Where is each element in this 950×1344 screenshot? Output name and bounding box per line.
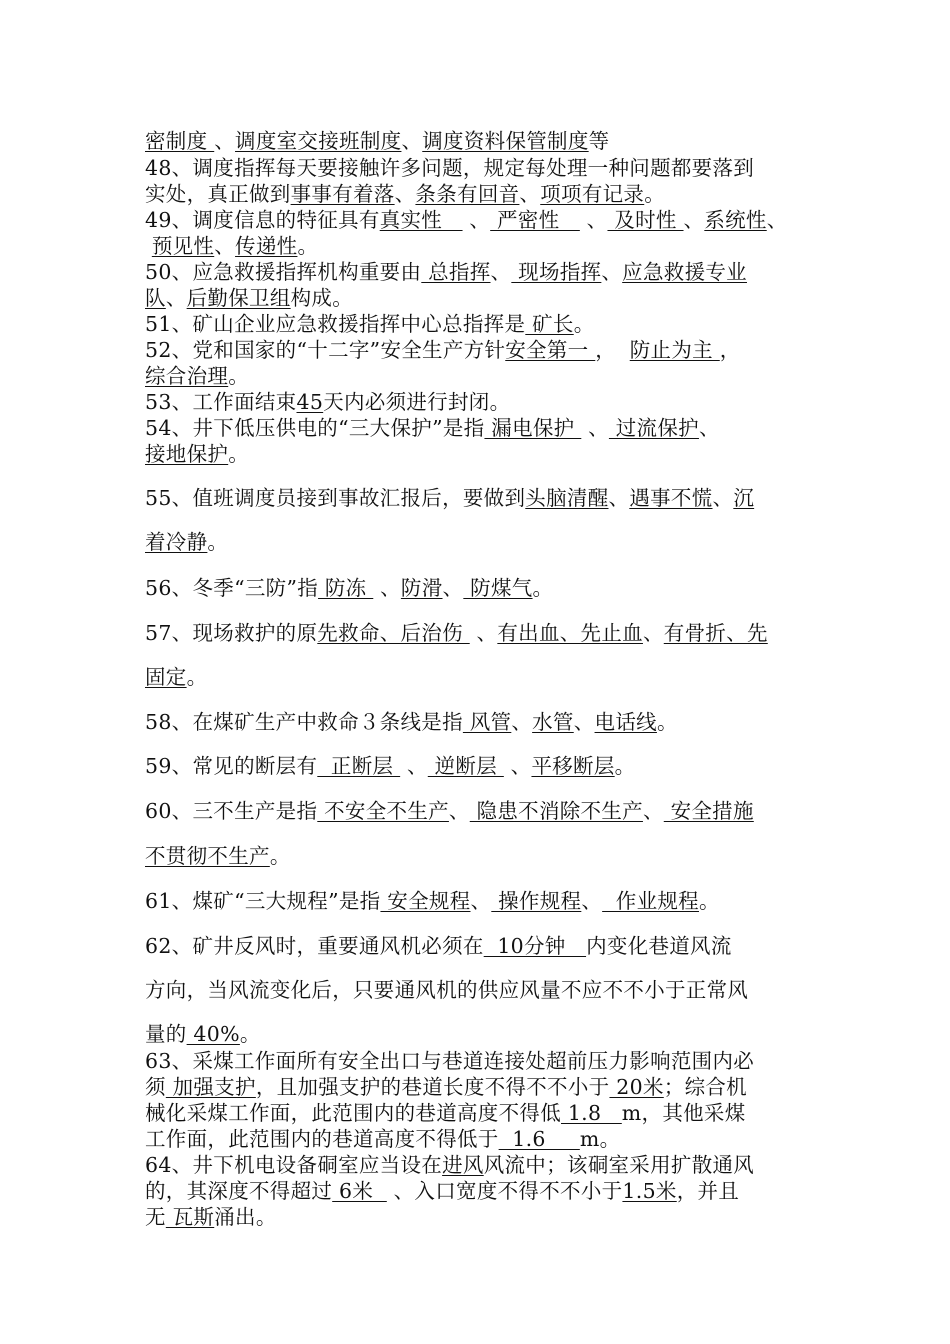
answer-blank: 1.6 [498,1127,580,1151]
answer-blank: 及时性 [607,208,684,232]
text-segment: 。 [228,442,250,466]
text-segment: 、 [214,129,236,153]
text-segment: 、 [683,208,705,232]
answer-blank: 防滑 [400,576,443,600]
answer-blank: 应急救援专业 [622,260,747,284]
answer-blank: 进风 [442,1153,484,1177]
answer-blank: 项项有记录 [540,182,645,206]
text-line [145,660,207,690]
text-segment: 、 [400,754,428,778]
answer-blank: 着冷静 [145,530,208,554]
text-segment: 64、井下机电设备硐室应当设在 [145,1153,443,1177]
answer-blank: 不安全不生产 [317,799,449,823]
text-segment: 、 [503,754,532,778]
text-segment: 。 [644,182,666,206]
answer-blank: 水管 [532,710,574,734]
text-segment: ；综合机 [663,1075,747,1099]
answer-blank: 防冻 [318,576,374,600]
text-segment: 、 [511,710,533,734]
answer-blank: 真实性 [379,208,463,232]
answer-blank: 头脑清醒 [525,486,609,510]
text-segment: ，并且 [676,1179,740,1203]
text-segment: 、 [642,799,664,823]
text-segment: 。 [573,312,595,336]
text-segment: 、 [698,416,720,440]
text-segment: 、 [373,576,401,600]
text-segment: 。 [698,889,720,913]
answer-blank: 综合治理 [145,364,229,388]
text-segment: 、 [579,208,608,232]
answer-blank: 事事有着落 [290,182,395,206]
text-segment: 方向，当风流变化后，只要通风机的供应风量不应不不小于正常风 [145,978,749,1002]
answer-blank: 不贯彻不生产 [145,844,270,868]
answer-blank: 队 [145,286,166,310]
text-line [145,839,291,869]
text-segment: m。 [579,1127,621,1151]
text-segment: 、 [581,889,603,913]
answer-blank: 防煤气 [463,576,533,600]
text-segment: 。 [614,754,636,778]
text-segment: 。 [207,530,229,554]
text-segment: 、 [601,260,623,284]
text-segment: 、 [442,576,464,600]
answer-blank: 逆断层 [427,754,504,778]
text-line [145,705,678,735]
text-segment: 、 [394,182,416,206]
answer-blank: 作业规程 [602,889,699,913]
text-segment: 。 [239,1022,261,1046]
text-segment: 50、应急救援指挥机构重要由 [145,260,422,284]
answer-blank: 漏电保护 [484,416,582,440]
answer-blank: 现场指挥 [511,260,602,284]
answer-blank: 系统性 [704,208,767,232]
text-segment: 、 [573,710,595,734]
text-segment: 、 [581,416,609,440]
answer-blank: 预见性 [151,234,215,258]
text-line [145,1200,277,1230]
text-segment: 、 [470,889,492,913]
text-segment: 、 [608,486,630,510]
text-line [145,481,754,511]
text-segment: 、 [401,129,423,153]
text-segment: 。 [186,665,208,689]
text-segment: 械化采煤工作面，此范围内的巷道高度不得低 [145,1101,561,1125]
answer-blank: 调度室交接班制度 [235,129,402,153]
text-line [145,616,768,646]
answer-blank: 1.8 [561,1101,622,1125]
text-segment: 风流中；该硐室采用扩散通风 [483,1153,755,1177]
text-line [145,973,748,1003]
answer-blank: 6米 [332,1179,387,1203]
text-line [145,794,754,824]
answer-blank: 加强支护 [165,1075,256,1099]
answer-blank: 瓦斯 [165,1205,215,1229]
text-segment: 、 [165,286,187,310]
answer-blank: 严密性 [490,208,580,232]
answer-blank: 隐患不消除不生产 [469,799,643,823]
answer-blank: 正断层 [317,754,401,778]
text-segment: 内变化巷道风流 [586,934,732,958]
answer-blank: 有骨折、先 [663,621,768,645]
text-segment: 天内必须进行封闭。 [323,390,511,414]
text-segment: 、 [214,234,236,258]
text-segment: 涌出。 [214,1205,277,1229]
text-segment: 、 [462,208,491,232]
answer-blank: 45 [296,390,324,414]
text-segment: 、 [490,260,512,284]
answer-blank: 20米 [609,1075,664,1099]
answer-blank: 矿长 [525,312,574,336]
answer-blank: 电话线 [594,710,657,734]
text-line [145,124,609,154]
text-segment: 61、煤矿“三大规程”是指 [145,889,381,913]
answer-blank: 沉 [733,486,755,510]
answer-blank: 条条有回音 [415,182,520,206]
answer-blank: 10分钟 [483,934,587,958]
answer-blank: 总指挥 [421,260,491,284]
answer-blank: 遇事不慌 [629,486,713,510]
text-segment: 、 [642,621,664,645]
text-segment: 58、在煤矿生产中救命３条线是指 [145,710,463,734]
text-segment: 、 [519,182,541,206]
answer-blank: 先救命、后治伤 [317,621,470,645]
text-segment: 60、三不生产是指 [145,799,318,823]
text-segment: 无 [145,1205,166,1229]
answer-blank: 固定 [145,665,187,689]
text-segment: ，且加强支护的巷道长度不得不不小于 [255,1075,610,1099]
text-segment: 53、工作面结束 [145,390,297,414]
text-segment: 工作面，此范围内的巷道高度不得低于 [145,1127,499,1151]
text-segment: 48、调度指挥每天要接触许多问题，规定每处理一种问题都要落到 [145,156,755,180]
text-line [145,1017,261,1047]
text-line [145,884,720,914]
text-segment: 须 [145,1075,166,1099]
text-segment: 。 [532,576,554,600]
answer-blank: 有出血、先止血 [497,621,643,645]
answer-blank: 调度资料保管制度 [422,129,589,153]
text-segment: m，其他采煤 [621,1101,746,1125]
text-line [145,525,228,555]
text-segment: 。 [656,710,678,734]
text-line [145,571,553,601]
text-segment: 62、矿井反风时，重要通风机必须在 [145,934,484,958]
text-segment: 、入口宽度不得不不小于 [386,1179,623,1203]
text-line [145,749,635,779]
answer-blank: 1.5米 [622,1179,677,1203]
text-segment: 49、调度信息的特征具有 [145,208,380,232]
text-segment: ， [719,338,741,362]
text-segment: 51、矿山企业应急救援指挥中心总指挥是 [145,312,526,336]
text-segment: 59、常见的断层有 [145,754,318,778]
answer-blank: 安全规程 [380,889,471,913]
answer-blank: 过流保护 [608,416,699,440]
answer-blank: 接地保护 [145,442,229,466]
text-line [145,929,732,959]
text-segment: 、 [448,799,470,823]
text-segment: 量的 [145,1022,187,1046]
text-segment: 的，其深度不得超过 [145,1179,333,1203]
text-segment: 实处，真正做到 [145,182,291,206]
answer-blank: 后勤保卫组 [186,286,291,310]
text-segment: 55、值班调度员接到事故汇报后，要做到 [145,486,526,510]
answer-blank: 安全第一 [505,338,596,362]
answer-blank: 防止为主 [629,338,720,362]
text-segment: 。 [297,234,319,258]
answer-blank: 密制度 [145,129,215,153]
text-segment: 、 [766,208,788,232]
text-segment: 、 [712,486,734,510]
text-segment: 。 [228,364,250,388]
answer-blank: 40% [186,1022,240,1046]
answer-blank: 传递性 [235,234,298,258]
text-segment: 56、冬季“三防”指 [145,576,319,600]
text-segment: ， [595,338,630,362]
answer-blank: 风管 [462,710,512,734]
text-segment: 57、现场救护的原 [145,621,318,645]
text-segment: 。 [269,844,291,868]
answer-blank: 平移断层 [531,754,615,778]
text-segment: 54、井下低压供电的“三大保护”是指 [145,416,485,440]
answer-blank: 操作规程 [491,889,582,913]
text-segment: 构成。 [290,286,354,310]
text-segment: 63、采煤工作面所有安全出口与巷道连接处超前压力影响范围内必 [145,1049,755,1073]
answer-blank: 安全措施 [663,799,754,823]
text-segment: 等 [588,129,610,153]
text-segment: 52、党和国家的“十二字”安全生产方针 [145,338,506,362]
text-segment: 、 [469,621,498,645]
text-line [145,437,249,467]
